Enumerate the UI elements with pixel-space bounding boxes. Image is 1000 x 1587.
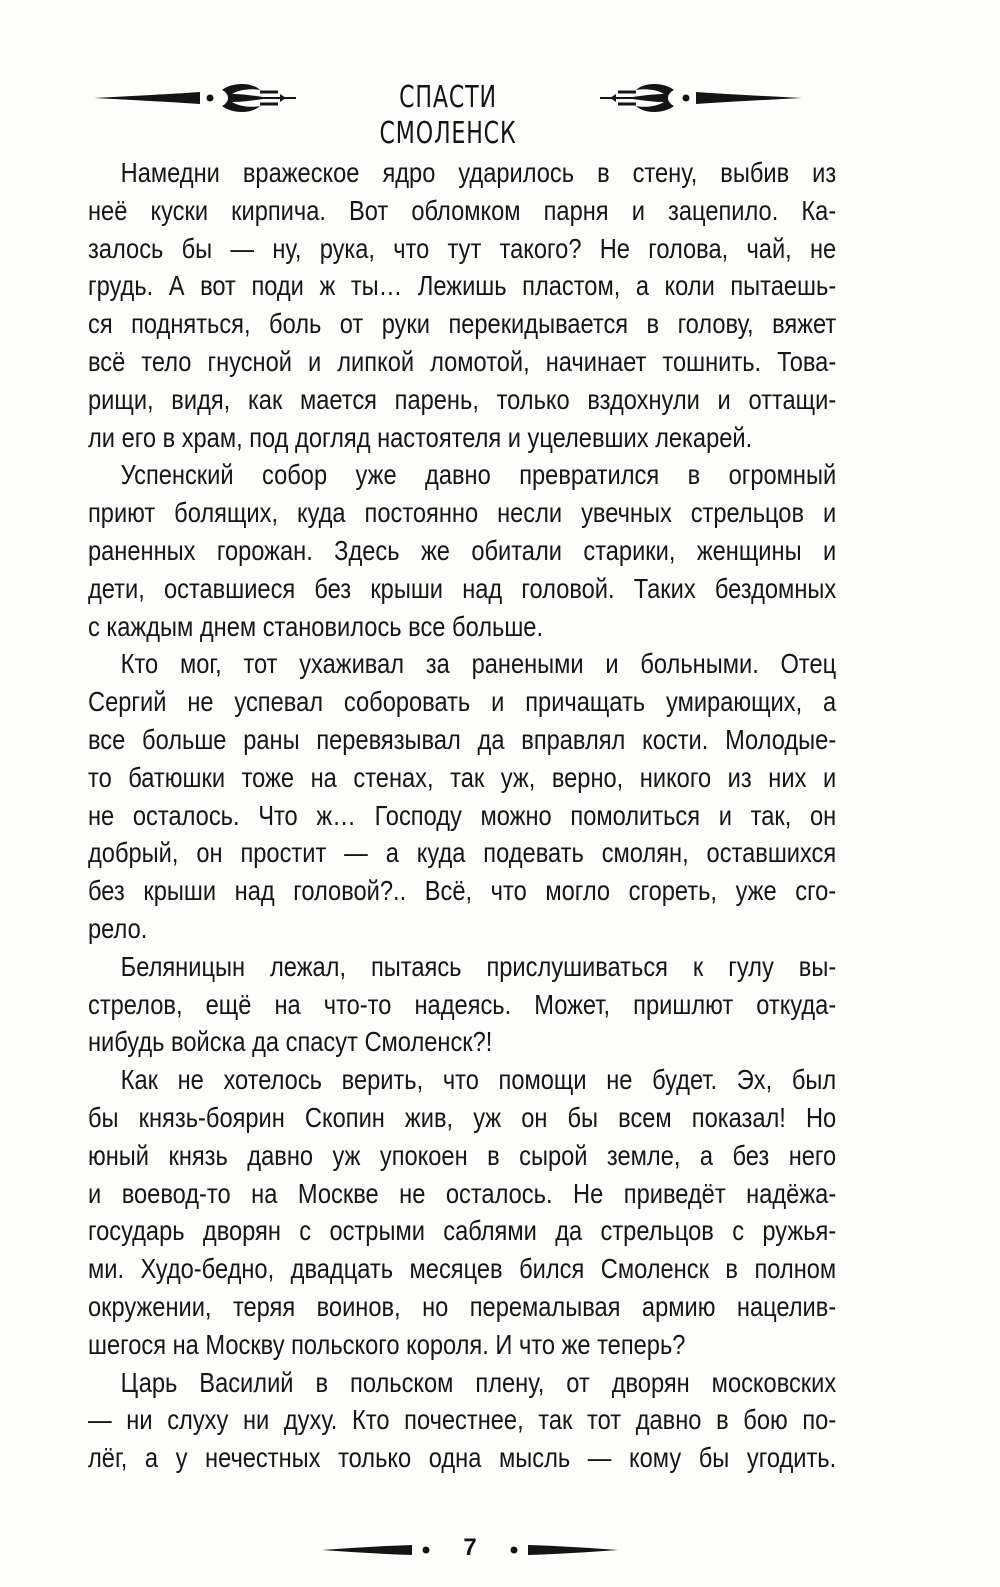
text-line: Намедни вражеское ядро ударилось в стену, выбив из bbox=[120, 157, 837, 188]
paragraph bbox=[88, 154, 836, 456]
paragraph bbox=[88, 948, 836, 1061]
text-line: Сергий не успевал соборовать и причащать умирающих, а bbox=[88, 686, 837, 718]
text-line: с каждым днем становилось все больше. bbox=[88, 610, 544, 642]
paragraph bbox=[88, 645, 836, 947]
text-line: и воевод-то на Москве не осталось. Не приведёт надёжа- bbox=[88, 1177, 837, 1209]
paragraph bbox=[88, 456, 836, 645]
text-line: без крыши над головой?.. Всё, что могло сгореть, уже сго- bbox=[88, 875, 837, 907]
text-line: шегося на Москву польского короля. И что же теперь? bbox=[88, 1328, 686, 1360]
text-line: Кто мог, тот ухаживал за ранеными и больными. Отец bbox=[120, 648, 837, 680]
text-line: дети, оставшиеся без крыши над головой. Таких бездомных bbox=[88, 572, 837, 604]
right-footer-ornament bbox=[500, 1542, 620, 1558]
text-line: грудь. А вот поди ж ты… Лежишь пластом, а коли пытаешь- bbox=[88, 270, 837, 302]
right-flourish-ornament bbox=[594, 80, 804, 116]
text-line: Беляницын лежал, пытаясь прислушиваться к гулу вы- bbox=[120, 950, 837, 982]
text-line: ми. Худо-бедно, двадцать месяцев бился Смоленск в полном bbox=[88, 1253, 837, 1285]
text-line: окружении, теряя воинов, но перемалывая армию нацелив- bbox=[88, 1290, 837, 1322]
left-footer-ornament bbox=[320, 1542, 440, 1558]
text-line: Как не хотелось верить, что помощи не будет. Эх, был bbox=[120, 1064, 837, 1096]
text-line: Успенский собор уже давно превратился в огромный bbox=[120, 459, 837, 491]
running-header bbox=[92, 74, 804, 151]
text-line: не осталось. Что ж… Господу можно помолиться и так, он bbox=[88, 799, 837, 831]
paragraph bbox=[88, 1061, 836, 1363]
paragraph bbox=[88, 1364, 836, 1477]
text-line: всё тело гнусной и липкой ломотой, начинает тошнить. Това- bbox=[88, 345, 837, 377]
page-footer bbox=[320, 1528, 620, 1568]
page-number: 7 bbox=[463, 1534, 477, 1561]
text-line: добрый, он простит — а куда подевать смолян, оставшихся bbox=[88, 837, 837, 869]
text-line: неё куски кирпича. Вот обломком парня и зацепило. Ка- bbox=[88, 194, 837, 226]
text-line: юный князь давно уж упокоен в сырой земле, а без него bbox=[88, 1139, 837, 1171]
text-line: раненных горожан. Здесь же обитали старики, женщины и bbox=[88, 534, 837, 566]
text-line: все больше раны перевязывал да вправлял кости. Молодые- bbox=[88, 723, 837, 755]
text-line: бы князь-боярин Скопин жив, уж он бы всем показал! Но bbox=[88, 1101, 837, 1133]
text-line: лёг, а у нечестных только одна мысль — кому бы угодить. bbox=[88, 1442, 837, 1474]
running-title: СПАСТИ СМОЛЕНСК bbox=[379, 80, 517, 151]
body-text bbox=[88, 154, 836, 1477]
text-line: ли его в храм, под догляд настоятеля и уцелевших лекарей. bbox=[88, 421, 753, 453]
text-line: рело. bbox=[88, 912, 148, 944]
text-line: государь дворян с острыми саблями да стрельцов с ружья- bbox=[88, 1215, 837, 1247]
text-line: то батюшки тоже на стенах, так уж, верно, никого из них и bbox=[88, 761, 837, 793]
text-line: — ни слуху ни духу. Кто почестнее, так тот давно в бою по- bbox=[88, 1404, 837, 1436]
left-flourish-ornament bbox=[92, 80, 302, 116]
text-line: приют болящих, куда постоянно несли увечных стрельцов и bbox=[88, 497, 837, 529]
text-line: Царь Василий в польском плену, от дворян московских bbox=[120, 1366, 837, 1398]
text-line: залось бы — ну, рука, что тут такого? Не голова, чай, не bbox=[88, 232, 837, 264]
text-line: стрелов, ещё на что-то надеясь. Может, пришлют откуда- bbox=[88, 988, 837, 1020]
text-line: ся подняться, боль от руки перекидывается в голову, вяжет bbox=[88, 308, 837, 340]
text-line: нибудь войска да спасут Смоленск?! bbox=[88, 1026, 493, 1058]
text-line: рищи, видя, как мается парень, только вздохнули и оттащи- bbox=[88, 383, 837, 415]
